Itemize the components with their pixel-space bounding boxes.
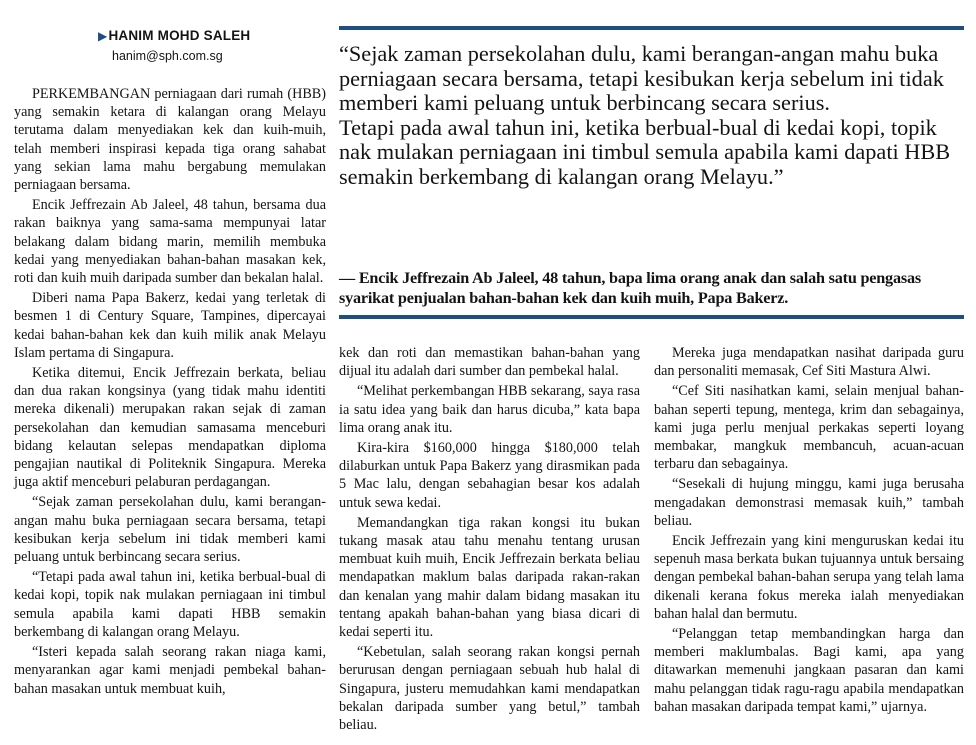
paragraph: Diberi nama Papa Bakerz, kedai yang terletak di besmen 1 di Century Square, Tampines, dipercayai kedai bahan-bahan kek dan kuih milik anak Melayu Islam pertama di Singapura.: [14, 290, 326, 361]
quote-top-rule: [339, 26, 964, 30]
article-column-3: [654, 344, 964, 744]
paragraph: Memandangkan tiga rakan kongsi itu bukan tukang masak atau tahu menahu tentang urusan membuat kuih muih, Encik Jeffrezain berkata beliau mendapatkan maklum balas daripada rakan-rakan dan kenalan yang mahir dalam bidang masakan itu tentang apakah bahan-bahan yang biasa dicari di kedai seperti itu.: [339, 514, 640, 641]
quote-paragraph-2: Tetapi pada awal tahun ini, ketika berbual-bual di kedai kopi, topik nak mulakan perniagaan ini timbul semula apabila kami dapati HBB semakin berkembang di kalangan orang Melayu.”: [339, 114, 951, 189]
paragraph: “Melihat perkembangan HBB sekarang, saya rasa ia satu idea yang baik dan harus dicuba,” kata bapa lima orang anak itu.: [339, 383, 640, 436]
article-column-1: [14, 85, 326, 745]
paragraph: Encik Jeffrezain yang kini menguruskan kedai itu sepenuh masa berkata bukan tujuannya untuk bersaing dengan pembekal bahan-bahan serupa yang telah lama dikenali kerana fokus mereka ialah menyediakan bahan halal dan bermutu.: [654, 533, 964, 622]
quote-paragraph-1: “Sejak zaman persekolahan dulu, kami berangan-angan mahu buka perniagaan secara bersama, tetapi kesibukan kerja sebelum ini tidak memberi kami peluang untuk berbincang secara serius.: [339, 41, 944, 116]
paragraph: “Tetapi pada awal tahun ini, ketika berbual-bual di kedai kopi, topik nak mulakan perniagaan ini timbul semula apabila kami dapati HBB semakin berkembang di kalangan orang Melayu.: [14, 569, 326, 640]
author-email[interactable]: hanim@sph.com.sg: [112, 49, 223, 63]
paragraph: “Kebetulan, salah seorang rakan kongsi pernah berurusan dengan perniagaan sebuah hub halal di Singapura, justeru memudahkan kami mendapatkan bekalan daripada sumber yang betul,” tambah beliau.: [339, 644, 640, 734]
article-column-2: [339, 344, 640, 744]
paragraph: “Cef Siti nasihatkan kami, selain menjual bahan-bahan seperti tepung, mentega, krim dan sebagainya, kami juga perlu menjual perkakas seperti loyang membakar, mangkuk membancuh, acuan-acuan terbaru dan sebagainya.: [654, 383, 964, 473]
quote-attribution: — Encik Jeffrezain Ab Jaleel, 48 tahun, bapa lima orang anak dan salah satu pengasas syarikat penjualan bahan-bahan kek dan kuih muih, Papa Bakerz.: [339, 269, 921, 307]
paragraph: PERKEMBANGAN perniagaan dari rumah (HBB) yang semakin ketara di kalangan orang Melayu terutama dalam menyediakan kek dan kuih-muih, telah memberi inspirasi kepada tiga orang sahabat yang sekian lama mahu bergabung memulakan perniagaan bersama.: [14, 86, 326, 194]
paragraph: “Pelanggan tetap membandingkan harga dan memberi maklumbalas. Bagi kami, apa yang ditawarkan memenuhi jangkaan pasaran dan kami mahu pelanggan tidak ragu-ragu apabila mendapatkan bahan masakan daripada tempat kami,” ujarnya.: [654, 626, 964, 715]
paragraph: Ketika ditemui, Encik Jeffrezain berkata, beliau dan dua rakan kongsinya (yang tidak mahu identiti mereka dikenali) merupakan rakan sejak di zaman persekolahan dan kemudian samasama menceburi bidang kelautan selepas mendapatkan diploma pengajian nautikal di Politeknik Singapura. Mereka juga aktif menceburi pelaburan perdagangan.: [14, 365, 326, 491]
author-name-text: HANIM MOHD SALEH: [108, 28, 251, 43]
paragraph: “Isteri kepada salah seorang rakan niaga kami, menyarankan agar kami menjadi pembekal bahan-bahan masakan untuk membuat kuih,: [14, 644, 326, 697]
paragraph: “Sejak zaman persekolahan dulu, kami berangan-angan mahu buka perniagaan secara bersama, tetapi kesibukan kerja sebelum ini tidak memberi kami peluang untuk berbincang secara serius.: [14, 494, 326, 566]
paragraph: “Sesekali di hujung minggu, kami juga berusaha mengadakan demonstrasi memasak kuih,” tambah beliau.: [654, 476, 964, 529]
triangle-bullet-icon: ▶: [98, 29, 108, 43]
paragraph-continued: kek dan roti dan memastikan bahan-bahan yang dijual itu adalah dari sumber dan pembekal halal.: [339, 345, 640, 380]
author-name: [98, 28, 298, 44]
paragraph: Encik Jeffrezain Ab Jaleel, 48 tahun, bersama dua rakan baiknya yang sama-sama mempunyai latar belakang dalam bidang marin, memilih membuka kedai yang menyediakan bahan-bahan masakan kek, roti dan kuih muih daripada sumber dan bekalan halal.: [14, 197, 326, 287]
paragraph: Kira-kira $160,000 hingga $180,000 telah dilaburkan untuk Papa Bakerz yang dirasmikan pada 5 Mac lalu, dengan sebahagian besar kos adalah untuk sewa kedai.: [339, 440, 640, 511]
pull-quote: [339, 26, 964, 323]
quote-text: [339, 42, 964, 190]
quote-bottom-rule: [339, 315, 964, 319]
byline: [98, 28, 298, 64]
paragraph: Mereka juga mendapatkan nasihat daripada guru dan personaliti memasak, Cef Siti Mastura Alwi.: [654, 345, 964, 380]
